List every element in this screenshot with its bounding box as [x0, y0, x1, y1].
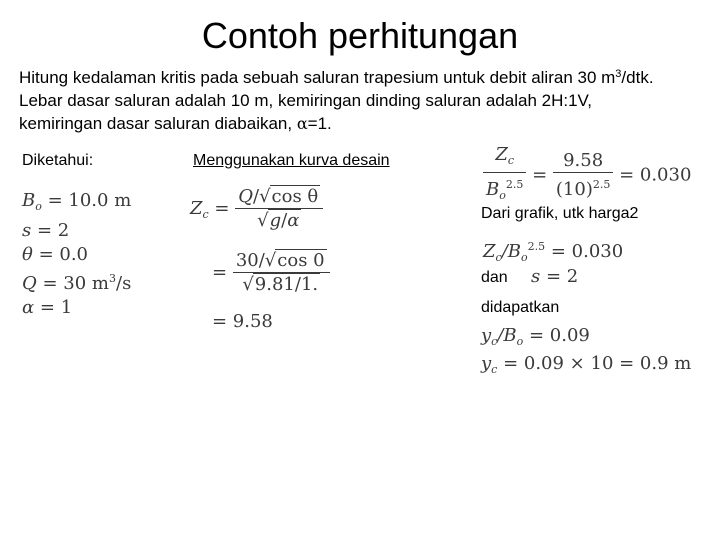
problem-line-1-end: /dtk. — [621, 68, 654, 87]
alpha-symbol: α — [296, 114, 308, 133]
zc-bo-equation: $\frac{Z_c}{B_o^{2.5}}$ = $\frac{9.58}{(10)^{2.5}}$ = 0.030 — [483, 144, 691, 207]
given-row-bo — [22, 189, 131, 219]
given-row-q — [22, 267, 131, 296]
result-2-rhs: = 0.09 × 10 = 0.9 m — [503, 353, 692, 374]
problem-line-1-sup: 3 — [615, 68, 622, 80]
given-value: = 0.0 — [38, 244, 89, 265]
given-row-s — [22, 219, 131, 243]
value-fraction-den — [553, 172, 613, 201]
given-value: = 2 — [36, 220, 70, 241]
cos-theta: cos θ — [271, 186, 319, 207]
bo-symbol: /B — [501, 241, 521, 262]
given-label: Diketahui: — [22, 152, 94, 169]
dan-eq-rhs: = 2 — [545, 266, 579, 287]
given-value: = 1 — [39, 297, 73, 318]
zc-equation-1: $Z_c$ = $\frac{\text{Q/√cos θ}}{√g/\alpha}$ — [190, 186, 323, 232]
bo-symbol: B — [486, 179, 500, 200]
given-list — [22, 189, 131, 320]
alpha-den: α — [287, 210, 300, 231]
graph-eq-rhs: = 0.030 — [550, 241, 624, 262]
given-sym: s — [22, 220, 32, 241]
given-sym: α — [22, 297, 35, 318]
zc-symbol: Z — [495, 144, 508, 165]
ten-sup: 2.5 — [592, 178, 611, 191]
obtained-label: didapatkan — [481, 299, 560, 316]
bo-sub: o — [499, 189, 506, 202]
bo-sub: o — [516, 335, 524, 348]
problem-line-1-text: Hitung kedalaman kritis pada sebuah saluran trapesium untuk debit aliran 30 m — [19, 68, 616, 87]
slide-title: Contoh perhitungan — [201, 15, 519, 56]
zc-sub: c — [495, 251, 502, 264]
zc-sub: c — [202, 208, 209, 221]
zc-fraction-2-den: √9.81/1. — [233, 272, 330, 296]
result-1-rhs: = 0.09 — [529, 325, 590, 346]
zc-fraction-1-den: √g/α — [235, 208, 323, 232]
zc-bo-fraction-den — [483, 172, 526, 207]
graph-equation — [483, 236, 623, 269]
zc-bo-fraction-num — [483, 144, 526, 172]
bo-sup: 2.5 — [505, 178, 524, 191]
ten-paren: (10) — [555, 179, 593, 200]
graph-text: Dari grafik, utk harga2 — [481, 205, 639, 222]
q-symbol: Q — [238, 186, 253, 207]
zc-fraction-2-num: 30/√cos 0 — [235, 250, 325, 271]
method-label: Menggunakan kurva desain — [193, 152, 390, 169]
yc-sub: c — [491, 335, 498, 348]
zc-symbol: Z — [483, 241, 496, 262]
y-symbol: y — [481, 325, 492, 346]
zc-fraction-1 — [235, 186, 323, 232]
result-equation-1 — [481, 325, 590, 353]
problem-line-2: Lebar dasar saluran adalah 10 m, kemiringan dinding saluran adalah 2H:1V, — [19, 91, 593, 110]
given-value: = 30 m — [42, 273, 109, 294]
problem-statement — [19, 66, 709, 135]
given-value: = 10.0 m — [47, 190, 132, 211]
problem-line-3 — [19, 112, 709, 135]
dan-equation — [531, 266, 578, 288]
num-30: 30 — [235, 250, 259, 271]
value-fraction — [553, 150, 613, 201]
given-sup: 3 — [109, 272, 116, 285]
problem-line-3-text: kemiringan dasar saluran diabaikan, — [19, 114, 297, 133]
given-sym: θ — [22, 244, 33, 265]
given-row-alpha — [22, 296, 131, 320]
zc-symbol: Z — [190, 198, 203, 219]
zc-bo-fraction — [483, 144, 526, 207]
zc-sub: c — [507, 154, 515, 167]
problem-line-1 — [19, 66, 709, 89]
den-value: 9.81/1. — [254, 274, 319, 295]
zc-bo-result: = 0.030 — [619, 164, 692, 186]
given-sub: o — [35, 200, 42, 213]
given-row-theta — [22, 243, 131, 267]
given-sym: B — [22, 190, 36, 211]
given-unit: /s — [116, 273, 132, 294]
cos-zero: cos 0 — [277, 250, 325, 271]
problem-line-3-end: =1. — [307, 114, 332, 133]
bo-sup: 2.5 — [527, 240, 546, 253]
g-symbol: g — [269, 210, 282, 231]
yc-sub: c — [491, 363, 498, 376]
bo-sub: o — [520, 251, 528, 264]
s-symbol: s — [531, 266, 541, 287]
dan-label: dan — [481, 269, 508, 286]
y-symbol: y — [481, 353, 492, 374]
value-fraction-num: 9.58 — [563, 150, 604, 171]
zc-result: = 9.58 — [212, 311, 273, 332]
given-sym: Q — [22, 273, 37, 294]
bo-symbol: /B — [497, 325, 517, 346]
result-equation-2 — [481, 353, 691, 381]
zc-fraction-1-num: Q/√cos θ — [238, 186, 319, 207]
zc-equation-2: = $\frac{30/√\cos 0}{√9.81/1.}$ — [212, 250, 330, 296]
zc-fraction-2 — [233, 250, 330, 296]
